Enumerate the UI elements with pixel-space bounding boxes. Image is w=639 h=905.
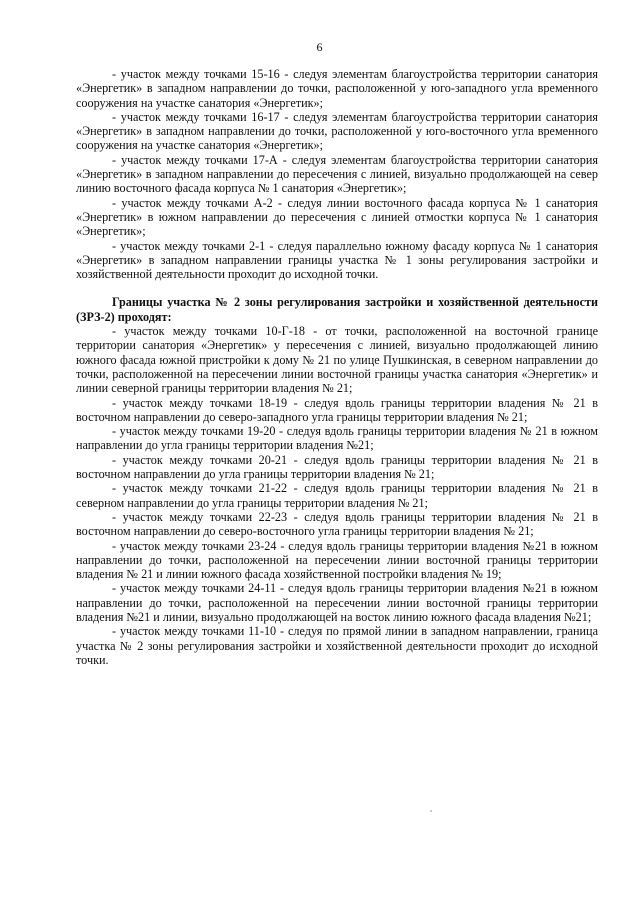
zone2-item-22-23: - участок между точками 22-23 - следуя вдоль границы территории владения № 21 в восточном направлении до северо-восточного угла границы территории владения № 21; bbox=[76, 509, 598, 539]
zone2-item-23-24: - участок между точками 23-24 - следуя вдоль границы территории владения №21 в южном направлении до точки, расположенной на пересечении линии восточной границы территории владения № 21 и линии южного фасада хозяйственной постройки владения № 19; bbox=[76, 538, 598, 582]
zone2-item-11-10: - участок между точками 11-10 - следуя по прямой линии в западном направлении, граница участка № 2 зоны регулирования застройки и хозяйственной деятельности проходит до исходной точки. bbox=[76, 624, 598, 667]
section-gap bbox=[76, 281, 598, 295]
zone2-item-24-11: - участок между точками 24-11 - следуя вдоль границы территории владения №21 в южном направлении до точки, расположенной на пересечении линии восточной границы территории владения №21 и линии, визуально продолжающей на восток линию южного фасада владения №21; bbox=[76, 581, 598, 624]
zone2-heading: Границы участка № 2 зоны регулирования застройки и хозяйственной деятельности (ЗРЗ-2) проходят: bbox=[76, 295, 598, 324]
document-body bbox=[76, 67, 598, 667]
zone2-item-19-20: - участок между точками 19-20 - следуя вдоль границы территории владения № 21 в южном направлении до угла границы территории владения №21; bbox=[76, 424, 598, 453]
page-number: 6 bbox=[316, 40, 323, 54]
zone1-item-a-2: - участок между точками А-2 - следуя линии восточного фасада корпуса № 1 санатория «Энергетик» в южном направлении до пересечения с линией отмостки корпуса № 1 санатория «Энергетик»; bbox=[76, 195, 598, 239]
zone2-item-18-19: - участок между точками 18-19 - следуя вдоль границы территории владения № 21 в восточном направлении до северо-западного угла границы территории владения № 21; bbox=[76, 395, 598, 424]
zone2-item-10-g-18: - участок между точками 10-Г-18 - от точки, расположенной на восточной границе территории санатория «Энергетик» у пересечения с линией, визуально продолжающей линию южного фасада южной пристройки к дому № 21 по улице Пушкинская, в северном направлении до точки, расположенной на пересечении линии восточной границы участка санатория «Энергетик» и линии северной границы территории владения № 21; bbox=[76, 324, 598, 396]
zone2-item-20-21: - участок между точками 20-21 - следуя вдоль границы территории владения № 21 в восточном направлении до угла границы территории владения № 21; bbox=[76, 452, 598, 482]
zone2-item-21-22: - участок между точками 21-22 - следуя вдоль границы территории владения № 21 в северном направлении до угла границы территории владения № 21; bbox=[76, 481, 598, 510]
zone1-item-16-17: - участок между точками 16-17 - следуя элементам благоустройства территории санатория «Энергетик» в западном направлении до точки, расположенной у юго-восточного угла временного сооружения на участке санатория «Энергетик»; bbox=[76, 109, 598, 153]
zone1-item-17-a: - участок между точками 17-А - следуя элементам благоустройства территории санатория «Энергетик» в западном направлении до пересечения с линией, визуально продолжающей на север линию восточного фасада корпуса № 1 санатория «Энергетик»; bbox=[76, 152, 598, 196]
zone1-item-15-16: - участок между точками 15-16 - следуя элементам благоустройства территории санатория «Энергетик» в западном направлении до точки, расположенной у юго-западного угла временного сооружения на участке санатория «Энергетик»; bbox=[76, 67, 598, 110]
zone1-item-2-1: - участок между точками 2-1 - следуя параллельно южному фасаду корпуса № 1 санатория «Энергетик» в западном направлении границы участка № 1 зоны регулирования застройки и хозяйственной деятельности проходит до исходной точки. bbox=[76, 238, 598, 282]
scan-speck bbox=[430, 810, 432, 812]
